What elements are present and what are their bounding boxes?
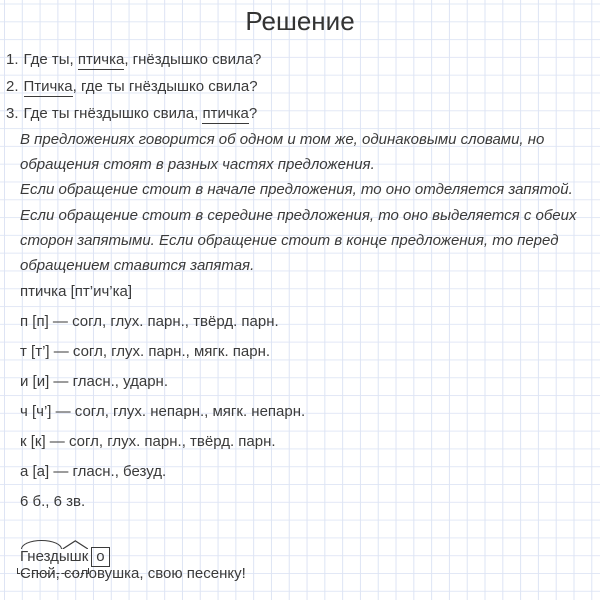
- phonetic-word-line: птичка [пт’ич’ка]: [20, 283, 133, 300]
- closing-sentence: Спой, соловушка, свою песенку!: [20, 565, 246, 582]
- phonetic-letter-line: п [п] — согл, глух. парн., твёрд. парн.: [20, 313, 279, 330]
- phonetic-analysis: [20, 277, 580, 517]
- sentence-list: [6, 46, 592, 127]
- phonetic-letter-line: ч [ч’] — согл, глух. непарн., мягк. непарн.: [20, 403, 306, 420]
- phonetic-letter-line: и [и] — гласн., ударн.: [20, 373, 169, 390]
- sentence-3-after: ?: [248, 105, 258, 122]
- explanation-paragraph-2: Если обращение стоит в начале предложения, то оно отделяется запятой. Если обращение стоит в середине предложения, то оно выделяется с обеих сторон запятыми. Если обращение стоит в конце предложения, то перед обращением ставится запятая.: [20, 181, 577, 275]
- root-arc-mark: [21, 540, 62, 549]
- explanation-block: [20, 127, 586, 278]
- phonetic-letter-line: а [а] — гласн., безуд.: [20, 463, 167, 480]
- sentence-1-after: , гнёздышко свила?: [124, 51, 262, 68]
- sentence-2: [6, 73, 592, 100]
- sentence-3-underlined-word: птичка: [202, 105, 249, 122]
- ending-letter: о: [96, 548, 105, 565]
- sentence-3: [6, 100, 592, 127]
- page-title: Решение: [245, 6, 355, 36]
- sentence-2-after: , где ты гнёздышко свила?: [72, 78, 258, 95]
- sentence-2-number: 2.: [6, 78, 19, 95]
- letters-sounds-count: 6 б., 6 зв.: [20, 493, 86, 510]
- sentence-1-underlined-word: птичка: [77, 51, 125, 68]
- suffix-caret-mark: [62, 540, 89, 549]
- phonetic-letter-line: к [к] — согл, глух. парн., твёрд. парн.: [20, 433, 276, 450]
- sentence-1-number: 1.: [6, 51, 19, 68]
- stem-letters: Гнездышк: [20, 548, 89, 565]
- phonetic-letter-line: т [т’] — согл, глух. парн., мягк. парн.: [20, 343, 271, 360]
- explanation-paragraph-1: В предложениях говорится об одном и том же, одинаковыми словами, но обращения стоят в разных частях предложения.: [20, 131, 545, 174]
- sentence-2-underlined-word: Птичка: [23, 78, 73, 95]
- sentence-1-before: Где ты,: [23, 51, 78, 68]
- sentence-1: [6, 46, 592, 73]
- sentence-3-before: Где ты гнёздышко свила,: [23, 105, 203, 122]
- sentence-3-number: 3.: [6, 105, 19, 122]
